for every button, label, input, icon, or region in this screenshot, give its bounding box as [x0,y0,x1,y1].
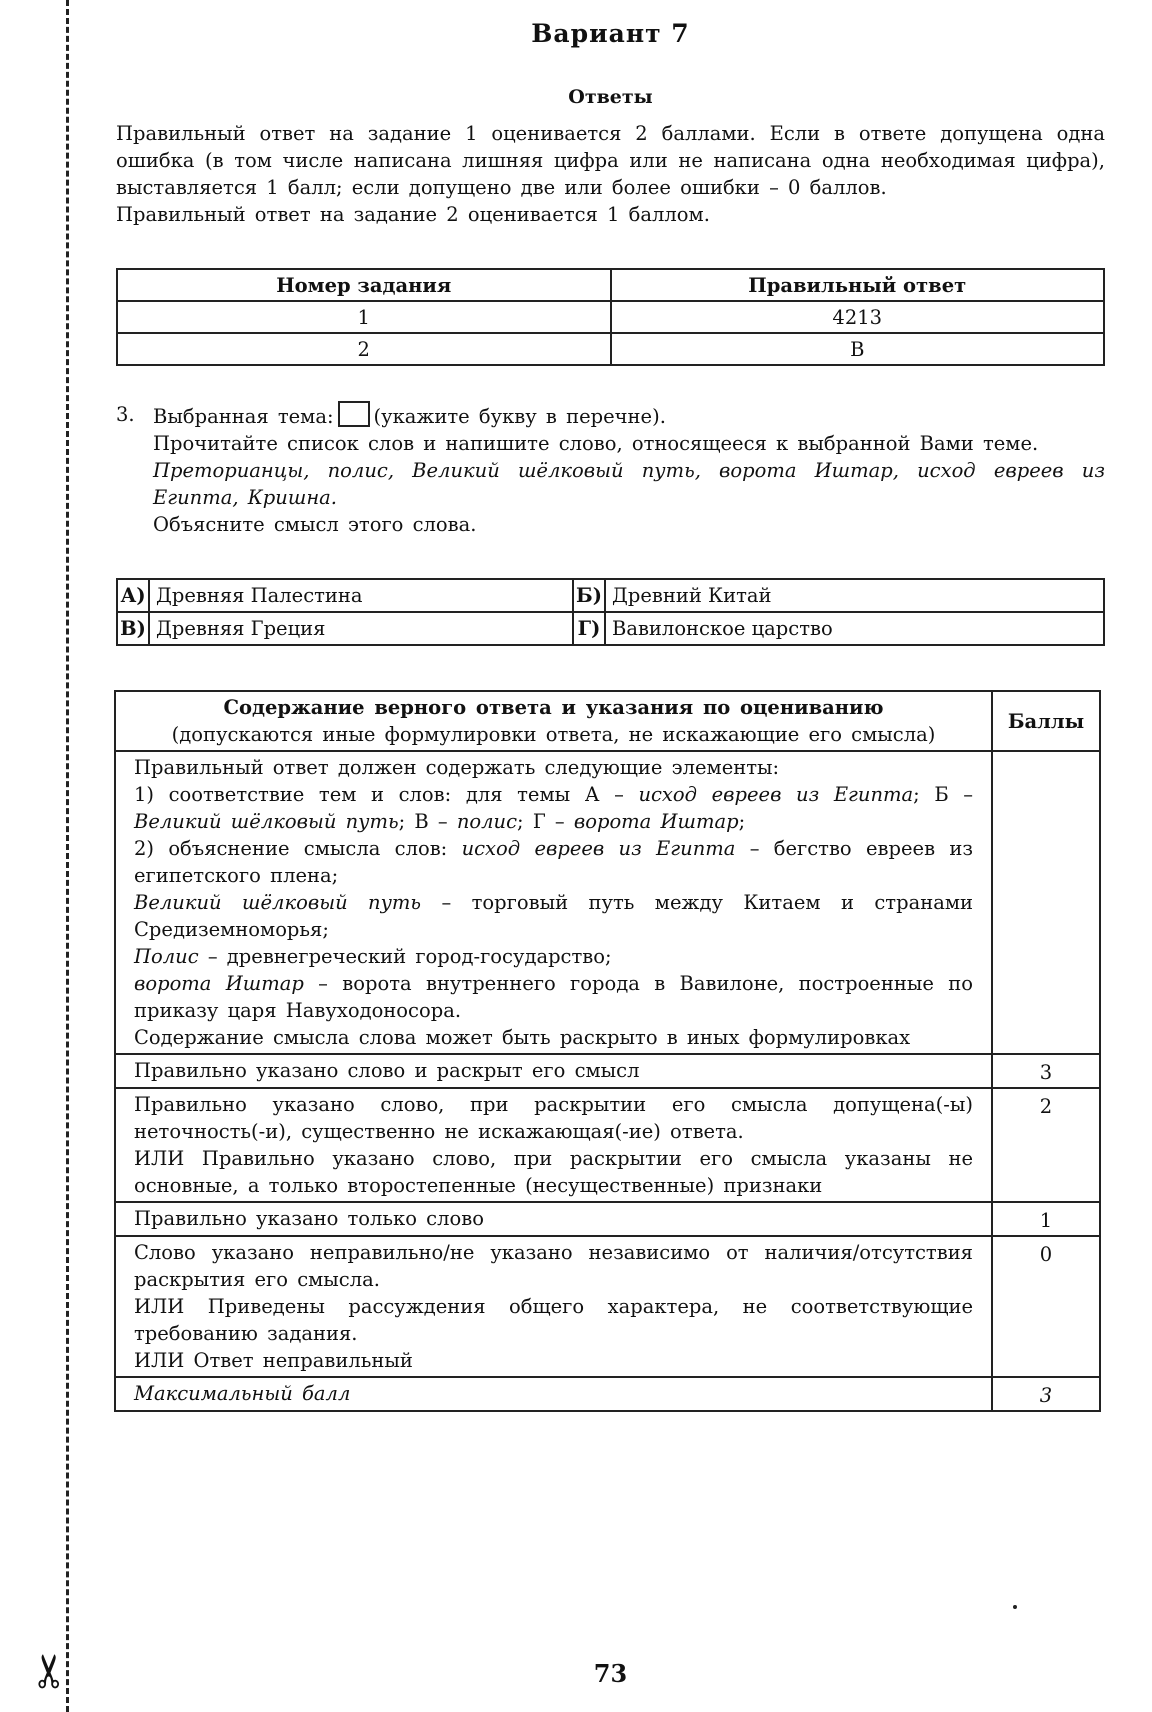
task-prompt-hint: (укажите букву в перечне). [373,405,666,428]
table-header-row [117,269,1104,301]
content-line: Содержание смысла слова может быть раскрыто в иных формулировках [134,1026,911,1049]
intro-text [116,120,1105,228]
content-line: Великий шёлковый путь – торговый путь между Китаем и странами Средиземноморья; [134,891,973,941]
topic-letter: В) [117,612,149,645]
answer-content [115,751,992,1054]
column-header: Правильный ответ [611,269,1105,301]
topic-name: Вавилонское царство [605,612,1104,645]
word-list: Преторианцы, полис, Великий шёлковый путь, ворота Иштар, исход евреев из Египта, Кришна. [153,459,1105,509]
points-header: Баллы [992,691,1100,751]
topic-name: Древняя Палестина [149,579,573,612]
section-title: Ответы [568,86,653,108]
table-row [115,751,1100,1054]
content-line: Полис – древнегреческий город-государство; [134,945,612,968]
points-cell: 1 [992,1202,1100,1236]
answer-cell: В [611,333,1105,365]
task-prompt: Выбранная тема: [153,405,334,428]
task-number-cell: 1 [117,301,611,333]
answer-cell: 4213 [611,301,1105,333]
task-instruction: Прочитайте список слов и напишите слово, относящееся к выбранной Вами теме. [153,432,1039,455]
column-header: Номер задания [117,269,611,301]
criterion-text: Правильно указано слово и раскрыт его смысл [115,1054,992,1088]
speck [1013,1605,1017,1609]
points-cell: 3 [992,1054,1100,1088]
points-cell: 2 [992,1088,1100,1202]
topic-letter: Б) [573,579,605,612]
topic-name: Древняя Греция [149,612,573,645]
criterion-text: Слово указано неправильно/не указано независимо от наличия/отсутствия раскрытия его смысла. ИЛИ Приведены рассуждения общего характера, не соответствующие требованию задания. ИЛИ Ответ неправильный [115,1236,992,1377]
criterion-text: Правильно указано только слово [115,1202,992,1236]
page-number: 73 [593,1659,628,1688]
table-row [117,612,1104,645]
task-number-cell: 2 [117,333,611,365]
content-line: Правильный ответ должен содержать следующие элементы: [134,756,780,779]
intro-paragraph-2: Правильный ответ на задание 2 оценивается 1 баллом. [116,203,710,226]
table-row [115,1377,1100,1411]
points-cell: 0 [992,1236,1100,1377]
topic-letter: А) [117,579,149,612]
criteria-header: Содержание верного ответа и указания по оцениванию [223,696,884,719]
criteria-header-note: (допускаются иные формулировки ответа, не искажающие его смысла) [171,723,936,746]
task-number: 3. [116,403,135,426]
task-instruction: Объясните смысл этого слова. [153,513,477,536]
topic-letter: Г) [573,612,605,645]
answers-table [116,268,1105,366]
table-row [117,301,1104,333]
topic-answer-box [338,401,370,427]
scissors-icon: ✂ [22,1651,77,1691]
table-row [115,1202,1100,1236]
points-cell [992,751,1100,1054]
table-row [115,1088,1100,1202]
content-line: 2) объяснение смысла слов: исход евреев из Египта – бегство евреев из египетского плена; [134,837,973,887]
topic-name: Древний Китай [605,579,1104,612]
max-score-label: Максимальный балл [115,1377,992,1411]
content-line: 1) соответствие тем и слов: для темы А – исход евреев из Египта; Б – Великий шёлковый путь; В – полис; Г – ворота Иштар; [134,783,974,833]
task-3 [116,401,1105,538]
criteria-table [114,690,1101,1412]
page-title: Вариант 7 [531,19,690,48]
content-line: ворота Иштар – ворота внутреннего города в Вавилоне, построенные по приказу царя Навуходоносора. [134,972,973,1022]
table-row [117,579,1104,612]
table-row [117,333,1104,365]
table-row [115,1236,1100,1377]
cut-line [66,0,69,1712]
criterion-text: Правильно указано слово, при раскрытии его смысла допущена(-ы) неточность(-и), существенно не искажающая(-ие) ответа. ИЛИ Правильно указано слово, при раскрытии его смысла указаны не основные, а только второстепенные (несущественные) признаки [115,1088,992,1202]
table-row [115,1054,1100,1088]
topics-table [116,578,1105,646]
table-header-row [115,691,1100,751]
intro-paragraph-1: Правильный ответ на задание 1 оценивается 2 баллами. Если в ответе допущена одна ошибка (в том числе написана лишняя цифра или не написана одна необходимая цифра), выставляется 1 балл; если допущено две или более ошибки – 0 баллов. [116,122,1105,199]
max-score-value: 3 [992,1377,1100,1411]
